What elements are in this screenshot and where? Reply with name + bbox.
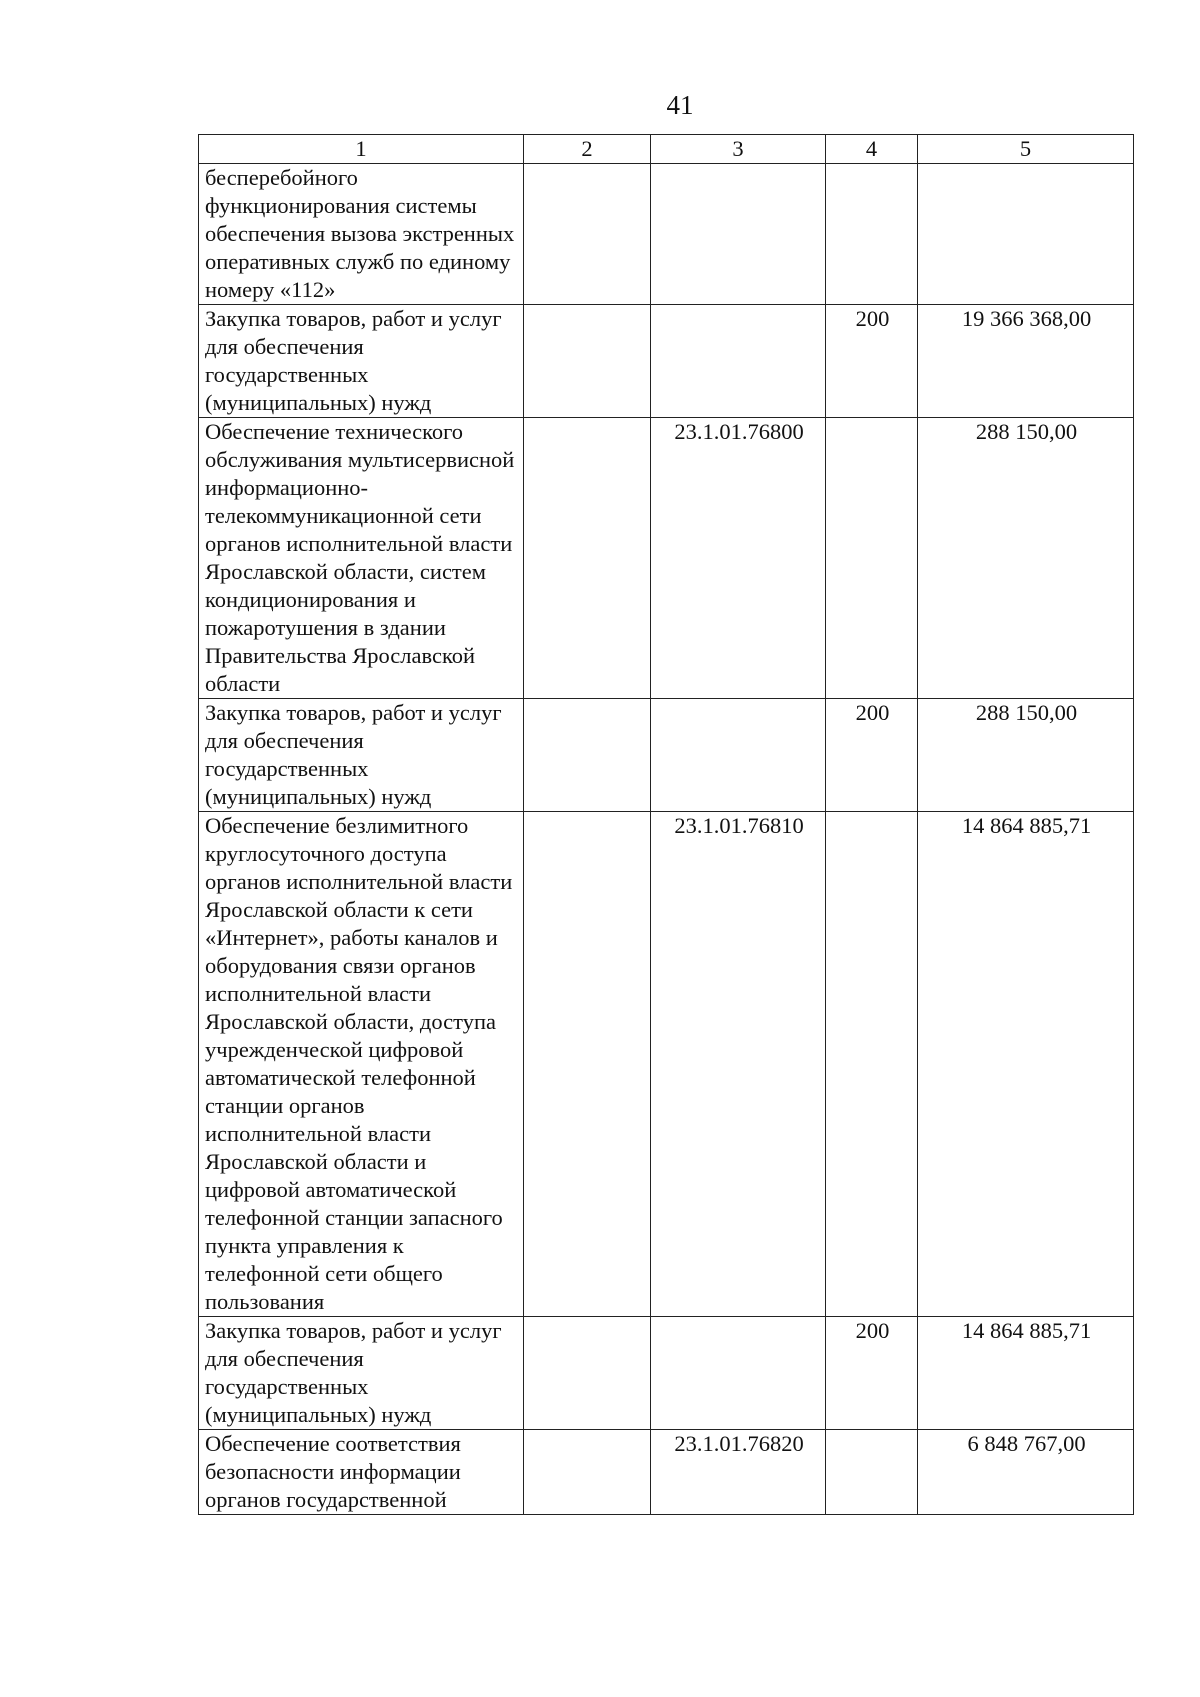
row-col2 <box>524 1317 651 1430</box>
table-header-row <box>199 135 1134 164</box>
header-col-4: 4 <box>826 135 918 164</box>
row-sum: 14 864 885,71 <box>918 812 1134 1317</box>
row-sum: 288 150,00 <box>918 418 1134 699</box>
row-name: Закупка товаров, работ и услуг для обеспечения государственных (муниципальных) нужд <box>199 699 524 812</box>
row-name: Закупка товаров, работ и услуг для обеспечения государственных (муниципальных) нужд <box>199 1317 524 1430</box>
row-type <box>826 812 918 1317</box>
row-name: бесперебойного функционирования системы обеспечения вызова экстренных оперативных служб по единому номеру «112» <box>199 164 524 305</box>
row-type <box>826 1430 918 1515</box>
table-row <box>199 305 1134 418</box>
row-col2 <box>524 164 651 305</box>
header-col-1: 1 <box>199 135 524 164</box>
row-code: 23.1.01.76820 <box>651 1430 826 1515</box>
row-code <box>651 1317 826 1430</box>
table-row <box>199 1317 1134 1430</box>
row-code <box>651 699 826 812</box>
header-col-3: 3 <box>651 135 826 164</box>
row-col2 <box>524 699 651 812</box>
row-type: 200 <box>826 1317 918 1430</box>
row-name: Обеспечение технического обслуживания мультисервисной информационно-телекоммуникационной сети органов исполнительной власти Ярославской области, систем кондиционирования и пожаротушения в здании Правительства Ярославской области <box>199 418 524 699</box>
row-name: Обеспечение безлимитного круглосуточного доступа органов исполнительной власти Ярославской области к сети «Интернет», работы каналов и оборудования связи органов исполнительной власти Ярославской области, доступа учрежденческой цифровой автоматической телефонной станции органов исполнительной власти Ярославской области и цифровой автоматической телефонной станции запасного пункта управления к телефонной сети общего пользования <box>199 812 524 1317</box>
row-col2 <box>524 305 651 418</box>
row-code: 23.1.01.76810 <box>651 812 826 1317</box>
row-type: 200 <box>826 699 918 812</box>
row-sum <box>918 164 1134 305</box>
table-row <box>199 1430 1134 1515</box>
row-name: Обеспечение соответствия безопасности информации органов государственной <box>199 1430 524 1515</box>
row-code <box>651 305 826 418</box>
row-col2 <box>524 812 651 1317</box>
table-row <box>199 812 1134 1317</box>
table-row <box>199 418 1134 699</box>
row-code <box>651 164 826 305</box>
row-type <box>826 418 918 699</box>
header-col-5: 5 <box>918 135 1134 164</box>
header-col-2: 2 <box>524 135 651 164</box>
row-sum: 288 150,00 <box>918 699 1134 812</box>
row-type: 200 <box>826 305 918 418</box>
row-sum: 14 864 885,71 <box>918 1317 1134 1430</box>
row-col2 <box>524 1430 651 1515</box>
row-name: Закупка товаров, работ и услуг для обеспечения государственных (муниципальных) нужд <box>199 305 524 418</box>
row-col2 <box>524 418 651 699</box>
budget-table <box>198 134 1134 1515</box>
row-sum: 19 366 368,00 <box>918 305 1134 418</box>
page-number: 41 <box>666 90 694 120</box>
table-row <box>199 699 1134 812</box>
table-row <box>199 164 1134 305</box>
row-type <box>826 164 918 305</box>
row-code: 23.1.01.76800 <box>651 418 826 699</box>
row-sum: 6 848 767,00 <box>918 1430 1134 1515</box>
